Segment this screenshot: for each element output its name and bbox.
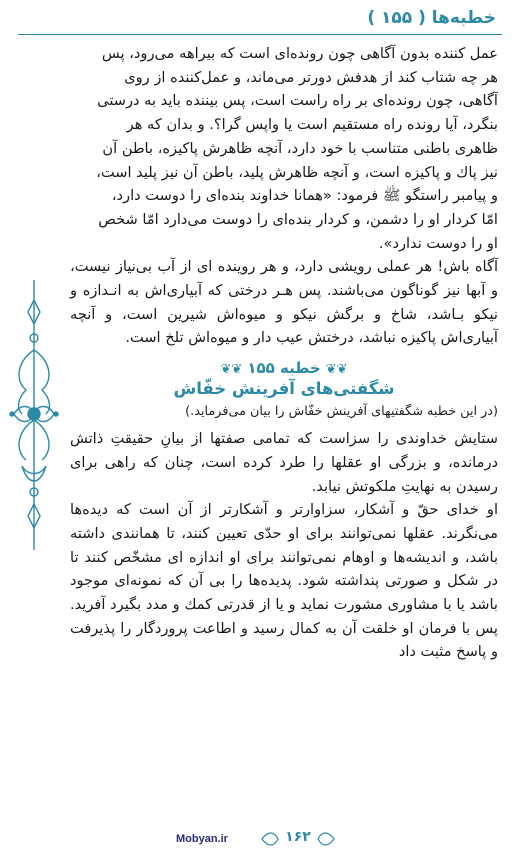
- site-brand: Mobyan.ir: [176, 833, 228, 845]
- text-line: نيز پاك و پاكيزه است، و آنچه ظاهرش پليد، باطن آن نيز پليد است،: [96, 163, 498, 181]
- sermon-heading: [70, 358, 498, 377]
- sermon-number: خطبه ۱۵۵: [247, 359, 321, 378]
- paragraph: آگاه باش! هر عملى رويشى دارد، و هر روينده اى از آب بى‌نياز نيست، و آبها نيز گوناگون مى‌باشند. پس هـر درختى كه آبيارى‌اش به انـدازه و نيكو بـاشد، شاخ و برگش نيكو و ميوه‌اش شيرين است، و آنچه آبيارى‌اش پاكيزه نباشد، درختش عيب دار و ميوه‌اش تلخ است.: [70, 258, 498, 347]
- running-title: خطبه‌ها ( ۱۵۵ ): [367, 8, 496, 28]
- text-line: بنگرد، آيا رونده راه مستقيم است يا واپس گرا؟. و بدان كه هر: [126, 116, 498, 134]
- page-body: [70, 42, 498, 664]
- text-line: ظاهرى باطنى متناسب با خود دارد، آنچه ظاهرش پاكيزه، باطن آن: [102, 139, 498, 157]
- text-line: آگاهى، چون رونده‌اى بر راه راست است، پس بيننده بايد به درستى: [97, 92, 498, 110]
- ornament-icon: ❦❦: [220, 362, 243, 378]
- page-footer: [0, 825, 520, 855]
- text-line: عمل كننده بدون آگاهى چون رونده‌اى است كه بيراهه مى‌رود، پس: [101, 45, 498, 62]
- ornament-icon: ❦❦: [325, 362, 348, 378]
- text-line: امّا كردار او را دشمن، و كردار بنده‌اى را دوست مى‌دارد امّا شخص: [98, 210, 498, 228]
- paragraph: او خداى حقّ و آشكار، سزاوارتر و آشكارتر از آن است كه ديده‌ها مى‌نگرند. عقلها نمى‌توانند براى او حدّى تعيين كنند، تا همانندى داشته باشد، و انديشه‌ها و اوهام نمى‌توانند براى او اندازه اى مشخّص كنند تا در شكل و صورتى پنداشته شود. پديده‌ها را بى آن كه نمونه‌اى موجود باشد يا با مشاورى مشورت نمايد و يا از قدرتى كمك و مدد بگيرد آفريد. پس با فرمان او خلقت آن به كمال رسيد و اطاعت پروردگار را پذيرفت و پاسخ مثبت داد: [70, 501, 498, 661]
- floral-ornament-icon: [8, 280, 60, 550]
- header-rule: [18, 34, 502, 35]
- sermon-subtitle: شگفتى‌هاى آفرينش خفّاش: [173, 379, 395, 399]
- paragraph: ستايش خداوندى را سزاست كه تمامى صفتها از بيانِ حقيقتِ ذاتش درمانده، و بزرگى او عقلها را طرد كرده است، چنان كه راهى براى رسيدن به نهايتِ ملكوتش نيابد.: [70, 430, 498, 495]
- page-header: [0, 0, 520, 36]
- page-number: ۱۶۲: [285, 829, 311, 845]
- text-line: و پيامبر راستگو ﷺ فرمود: «همانا خداوند بنده‌اى را دوست دارد،: [111, 187, 498, 205]
- intro-note: (در اين خطبه شگفتيهاى آفرينش خفّاش را بيان مى‌فرمايد.): [185, 404, 498, 420]
- text-line: هر چه شتاب كند از هدفش دورتر مى‌ماند، و عمل‌كننده از روى: [124, 68, 498, 86]
- text-line: او را دوست ندارد».: [378, 234, 498, 252]
